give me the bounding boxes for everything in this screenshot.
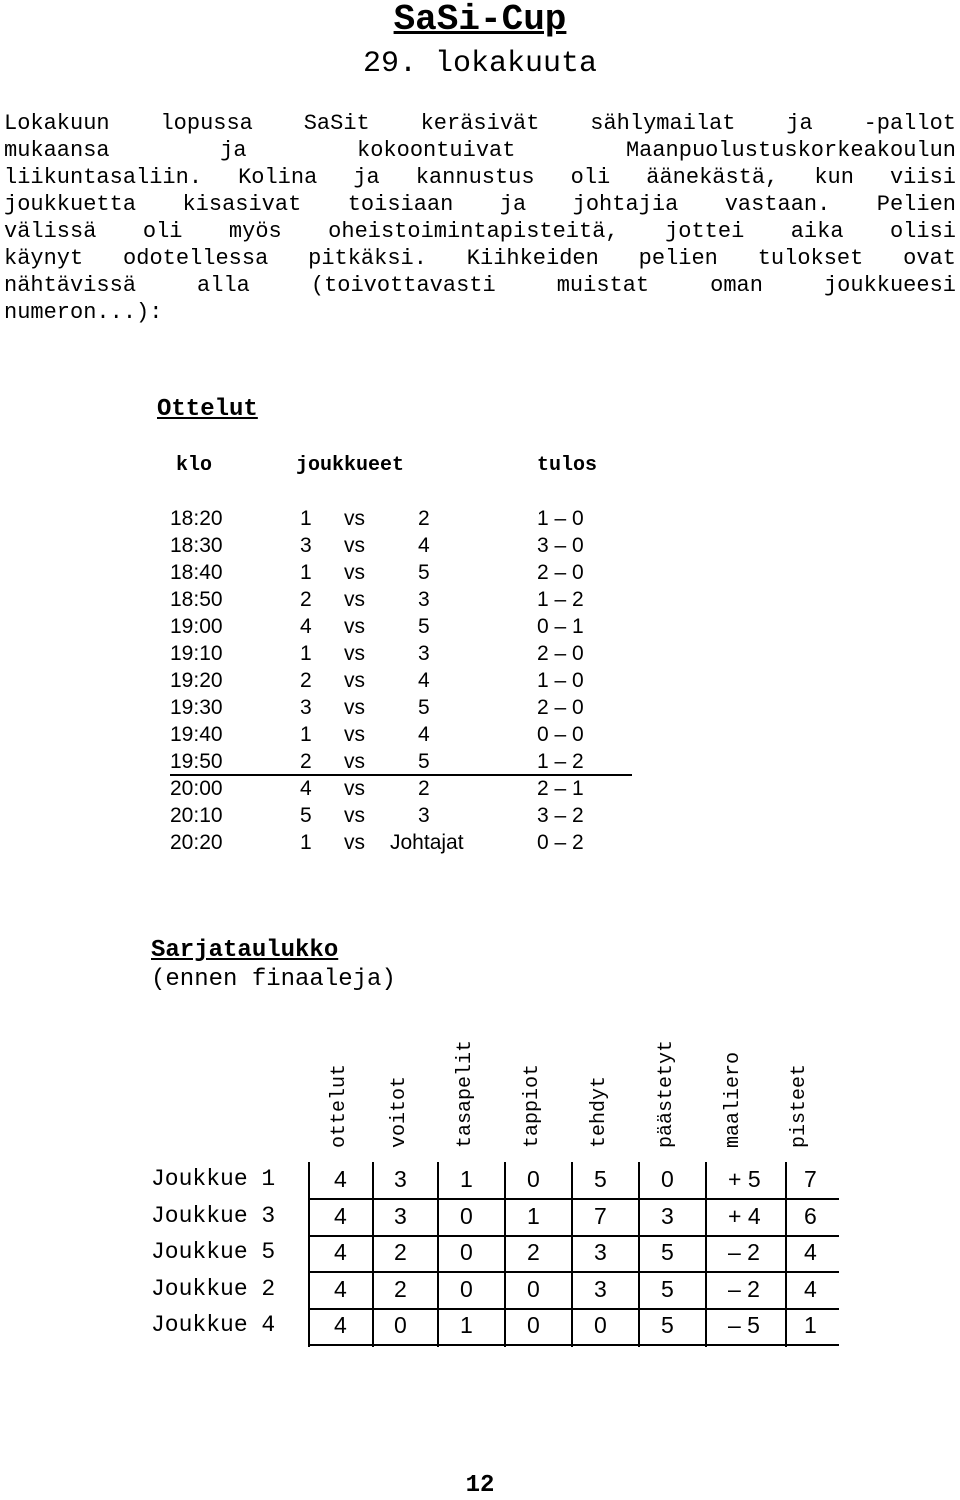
intro-line: käynyt odotellessa pitkäksi. Kiihkeiden pelien tulokset ovat — [4, 246, 956, 271]
match-row — [0, 750, 960, 777]
standings-cell: 0 — [527, 1166, 540, 1192]
match-vs: vs — [344, 777, 365, 800]
match-time: 19:10 — [170, 642, 223, 665]
column-divider — [372, 1162, 374, 1347]
standings-cell: 0 — [527, 1312, 540, 1338]
finals-divider — [170, 774, 632, 776]
match-team2: 4 — [418, 723, 430, 746]
standings-cell: + 5 — [728, 1166, 761, 1192]
match-result: 3 – 2 — [537, 804, 584, 827]
column-divider — [785, 1162, 787, 1347]
match-team1: 1 — [300, 642, 312, 665]
match-team1: 1 — [300, 561, 312, 584]
standings-cell: 2 — [394, 1239, 407, 1265]
match-row — [0, 561, 960, 588]
standings-cell: 5 — [594, 1166, 607, 1192]
intro-line: nähtävissä alla (toivottavasti muistat oman joukkueesi — [4, 273, 956, 298]
standings-cell: 5 — [661, 1239, 674, 1265]
match-team2: 5 — [418, 696, 430, 719]
match-row — [0, 507, 960, 534]
match-row — [0, 696, 960, 723]
standings-row — [0, 1199, 960, 1235]
standings-row — [0, 1308, 960, 1344]
match-time: 18:20 — [170, 507, 223, 530]
match-team1: 3 — [300, 534, 312, 557]
column-divider — [308, 1162, 310, 1347]
match-time: 19:50 — [170, 750, 223, 773]
match-result: 2 – 0 — [537, 696, 584, 719]
standings-col-3: tappiot — [521, 1063, 544, 1148]
match-team1: 2 — [300, 588, 312, 611]
match-row — [0, 588, 960, 615]
standings-team: Joukkue 3 — [151, 1202, 276, 1229]
match-row — [0, 669, 960, 696]
match-vs: vs — [344, 615, 365, 638]
standings-cell: 4 — [334, 1239, 347, 1265]
match-vs: vs — [344, 561, 365, 584]
standings-cell: 0 — [594, 1312, 607, 1338]
standings-cell: 5 — [661, 1275, 674, 1302]
match-team1: 2 — [300, 750, 312, 773]
match-team2: 3 — [418, 804, 430, 827]
standings-col-4: tehdyt — [588, 1075, 611, 1148]
intro-paragraph — [4, 110, 956, 326]
standings-col-2: tasapelit — [454, 1039, 477, 1148]
match-team2: 5 — [418, 561, 430, 584]
standings-cell: 2 — [394, 1275, 407, 1302]
matches-header-teams: joukkueet — [296, 454, 405, 477]
standings-team: Joukkue 1 — [151, 1166, 276, 1192]
standings-col-6: maaliero — [722, 1051, 745, 1148]
match-vs: vs — [344, 831, 365, 854]
standings-cell: 0 — [460, 1202, 473, 1229]
standings-subtitle: (ennen finaaleja) — [151, 966, 396, 993]
match-result: 2 – 0 — [537, 642, 584, 665]
column-divider — [571, 1162, 573, 1347]
column-divider — [437, 1162, 439, 1347]
match-team1: 1 — [300, 507, 312, 530]
match-team2: 5 — [418, 615, 430, 638]
standings-cell: 1 — [460, 1312, 473, 1338]
match-team2: 3 — [418, 642, 430, 665]
match-row — [0, 804, 960, 831]
standings-cell: 4 — [334, 1312, 347, 1338]
standings-cell: 4 — [804, 1239, 817, 1265]
match-team2: 3 — [418, 588, 430, 611]
match-result: 2 – 0 — [537, 561, 584, 584]
match-time: 20:10 — [170, 804, 223, 827]
standings-row — [0, 1235, 960, 1271]
standings-cell: 4 — [334, 1166, 347, 1192]
standings-col-5: päästetyt — [655, 1039, 678, 1148]
standings-cell: 6 — [804, 1202, 817, 1229]
match-row — [0, 615, 960, 642]
match-vs: vs — [344, 507, 365, 530]
match-team2: 2 — [418, 777, 430, 800]
match-row — [0, 642, 960, 669]
intro-line: mukaansa ja kokoontuivat Maanpuolustuskorkeakoulun — [4, 138, 956, 163]
column-divider — [705, 1162, 707, 1347]
standings-cell: 3 — [394, 1202, 407, 1229]
match-vs: vs — [344, 750, 365, 773]
page-number: 12 — [465, 1472, 495, 1499]
match-vs: vs — [344, 588, 365, 611]
match-row — [0, 831, 960, 858]
match-result: 1 – 2 — [537, 750, 584, 773]
column-divider — [504, 1162, 506, 1347]
match-team2: 4 — [418, 534, 430, 557]
standings-cell: 0 — [527, 1275, 540, 1302]
standings-col-1: voitot — [388, 1075, 411, 1148]
match-result: 2 – 1 — [537, 777, 584, 800]
standings-team: Joukkue 2 — [151, 1275, 276, 1302]
standings-cell: 0 — [394, 1312, 407, 1338]
standings-row — [0, 1272, 960, 1308]
match-team2: 4 — [418, 669, 430, 692]
match-vs: vs — [344, 804, 365, 827]
standings-cell: + 4 — [728, 1202, 761, 1229]
match-result: 1 – 2 — [537, 588, 584, 611]
match-row — [0, 777, 960, 804]
standings-cell: 4 — [804, 1275, 817, 1302]
match-vs: vs — [344, 642, 365, 665]
standings-team: Joukkue 5 — [151, 1239, 276, 1265]
match-time: 20:20 — [170, 831, 223, 854]
standings-cell: 3 — [594, 1239, 607, 1265]
intro-line: välissä oli myös oheistoimintapisteitä, jottei aika olisi — [4, 219, 956, 244]
match-vs: vs — [344, 723, 365, 746]
match-result: 0 – 2 — [537, 831, 584, 854]
intro-line: numeron...): — [4, 300, 163, 325]
match-result: 3 – 0 — [537, 534, 584, 557]
match-team1: 1 — [300, 723, 312, 746]
match-time: 19:00 — [170, 615, 223, 638]
match-time: 18:40 — [170, 561, 223, 584]
match-team1: 4 — [300, 777, 312, 800]
row-divider — [308, 1344, 839, 1346]
standings-cell: 1 — [527, 1202, 540, 1229]
standings-title: Sarjataulukko — [151, 937, 339, 964]
match-time: 20:00 — [170, 777, 223, 800]
match-result: 1 – 0 — [537, 507, 584, 530]
match-row — [0, 723, 960, 750]
standings-cell: 0 — [661, 1166, 674, 1192]
match-team2: 5 — [418, 750, 430, 773]
match-result: 0 – 1 — [537, 615, 584, 638]
match-time: 19:20 — [170, 669, 223, 692]
match-team2: 2 — [418, 507, 430, 530]
standings-cell: 3 — [394, 1166, 407, 1192]
match-team1: 5 — [300, 804, 312, 827]
standings-cell: 3 — [661, 1202, 674, 1229]
standings-cell: 5 — [661, 1312, 674, 1338]
standings-cell: 4 — [334, 1275, 347, 1302]
standings-cell: 7 — [804, 1166, 817, 1192]
standings-cell: – 2 — [728, 1275, 760, 1302]
standings-cell: – 2 — [728, 1239, 760, 1265]
matches-title: Ottelut — [157, 396, 258, 423]
standings-cell: 7 — [594, 1202, 607, 1229]
match-time: 18:30 — [170, 534, 223, 557]
match-time: 19:40 — [170, 723, 223, 746]
standings-cell: 0 — [460, 1239, 473, 1265]
standings-team: Joukkue 4 — [151, 1312, 276, 1338]
match-team1: 3 — [300, 696, 312, 719]
standings-cell: 2 — [527, 1239, 540, 1265]
match-team2: Johtajat — [390, 831, 464, 854]
match-result: 0 – 0 — [537, 723, 584, 746]
page-date: 29. lokakuuta — [362, 47, 598, 81]
match-team1: 1 — [300, 831, 312, 854]
intro-line: liikuntasaliin. Kolina ja kannustus oli äänekästä, kun viisi — [4, 165, 956, 190]
match-time: 19:30 — [170, 696, 223, 719]
matches-header-result: tulos — [537, 454, 598, 477]
match-vs: vs — [344, 669, 365, 692]
match-team1: 4 — [300, 615, 312, 638]
standings-row — [0, 1162, 960, 1198]
column-divider — [638, 1162, 640, 1347]
matches-header-time: klo — [176, 454, 213, 477]
match-team1: 2 — [300, 669, 312, 692]
standings-cell: – 5 — [728, 1312, 760, 1338]
intro-line: joukkuetta kisasivat toisiaan ja johtajia vastaan. Pelien — [4, 192, 956, 217]
standings-cell: 4 — [334, 1202, 347, 1229]
match-time: 18:50 — [170, 588, 223, 611]
page-title: SaSi-Cup — [393, 0, 567, 40]
match-row — [0, 534, 960, 561]
standings-cell: 0 — [460, 1275, 473, 1302]
standings-col-7: pisteet — [788, 1063, 811, 1148]
standings-cell: 1 — [460, 1166, 473, 1192]
standings-cell: 3 — [594, 1275, 607, 1302]
match-vs: vs — [344, 534, 365, 557]
match-result: 1 – 0 — [537, 669, 584, 692]
standings-col-0: ottelut — [328, 1063, 351, 1148]
standings-cell: 1 — [804, 1312, 817, 1338]
match-vs: vs — [344, 696, 365, 719]
intro-line: Lokakuun lopussa SaSit keräsivät sählymailat ja -pallot — [4, 111, 956, 136]
